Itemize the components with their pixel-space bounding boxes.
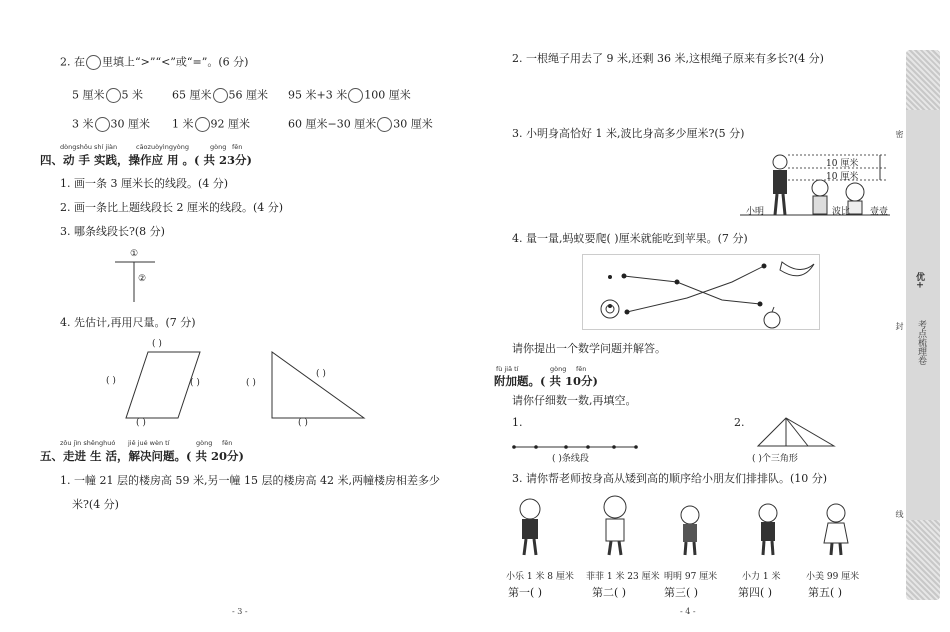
banana-icon: [780, 262, 814, 276]
extra-instr: 请你仔细数一数,再填空。: [512, 394, 637, 407]
compare-circle[interactable]: [106, 88, 121, 103]
name-xiaoming: 小明: [746, 207, 765, 217]
compare-item: 5 厘米 5 米: [72, 88, 143, 102]
kids-figure: [510, 493, 870, 559]
kid-label: 小力 1 米: [742, 572, 781, 582]
rank-slot[interactable]: 第五( ): [808, 586, 843, 599]
height-label-a: 10 厘米: [826, 159, 859, 169]
seal-mark: 封: [895, 322, 904, 330]
r-question-3: 3. 小明身高恰好 1 米,波比身高多少厘米?(5 分): [512, 127, 745, 140]
compare-circle[interactable]: [213, 88, 228, 103]
s5-question-1: 1. 一幢 21 层的楼房高 59 米,另一幢 15 层的楼房高 42 米,两幢楼房相差多少: [60, 474, 440, 487]
kid-label: 小乐 1 米 8 厘米: [506, 572, 574, 582]
xiaoming-body: [773, 170, 787, 194]
kid-icon: [604, 496, 626, 555]
bobi-body: [813, 196, 827, 214]
ant-path-figure: [582, 254, 820, 330]
question-2-title: 2. 在 里填上“>”“<”或“=”。(6 分): [60, 55, 249, 69]
yiyi-body: [848, 201, 862, 214]
s4-question-4: 4. 先估计,再用尺量。(7 分): [60, 316, 196, 329]
compare-circle[interactable]: [377, 117, 392, 132]
section-5-heading: 五、走进 生 活，解决问题。( 共 20分): [40, 449, 244, 463]
s4-question-3: 3. 哪条线段长?(8 分): [60, 225, 165, 238]
compare-item: 65 厘米 56 厘米: [172, 88, 268, 102]
compare-circle[interactable]: [95, 117, 110, 132]
path-line-1: [624, 276, 760, 304]
answer-blank[interactable]: ( ): [298, 418, 308, 428]
s5-question-1-cont: 米?(4 分): [72, 498, 119, 511]
yiyi-head: [846, 183, 864, 201]
compare-item: 1 米 92 厘米: [172, 117, 250, 131]
height-label-b: 10 厘米: [826, 172, 859, 182]
extra-item-1: 1.: [512, 416, 523, 429]
compare-item: 3 米 30 厘米: [72, 117, 150, 131]
xiaoming-head: [773, 155, 787, 169]
answer-blank[interactable]: ( ): [246, 378, 256, 388]
kid-icon: [681, 506, 699, 555]
segment-2-label: ②: [138, 274, 147, 284]
rank-slot[interactable]: 第二( ): [592, 586, 627, 599]
rank-slot[interactable]: 第四( ): [738, 586, 773, 599]
kid-label: 明明 97 厘米: [664, 572, 718, 582]
extra-question-3: 3. 请你帮老师按身高从矮到高的顺序给小朋友们排排队。(10 分): [512, 472, 828, 485]
sidebar-title: 考点梳理卷: [916, 320, 926, 365]
compare-circle[interactable]: [195, 117, 210, 132]
rank-slot[interactable]: 第一( ): [508, 586, 543, 599]
answer-blank[interactable]: ( ): [316, 369, 326, 379]
kid-label: 小美 99 厘米: [806, 572, 860, 582]
segment-1-label: ①: [130, 249, 139, 259]
r-question-2: 2. 一根绳子用去了 9 米,还剩 36 米,这根绳子原来有多长?(4 分): [512, 52, 824, 65]
compare-item: 95 米+3 米 100 厘米: [288, 88, 411, 102]
snail-icon: [601, 300, 619, 318]
triangle-count-blank[interactable]: ( )个三角形: [752, 454, 798, 464]
name-yiyi: 壹壹: [870, 207, 889, 217]
rank-slot[interactable]: 第三( ): [664, 586, 699, 599]
extra-heading: 附加题。( 共 10分): [494, 374, 598, 388]
answer-blank[interactable]: ( ): [106, 376, 116, 386]
measure-shapes: [120, 350, 370, 425]
apple-icon: [764, 312, 780, 328]
kid-icon: [759, 504, 777, 555]
page-number-left: - 3 -: [232, 607, 248, 616]
seal-mark: 密: [895, 130, 904, 138]
r-question-4-ask: 请你提出一个数学问题并解答。: [512, 342, 666, 355]
kid-label: 菲菲 1 米 23 厘米: [586, 572, 660, 582]
section-4-heading: 四、动 手 实践，操作应 用 。( 共 23分): [40, 153, 252, 167]
seal-mark: 线: [895, 510, 904, 518]
kid-icon: [520, 499, 540, 555]
r-question-4: 4. 量一量,蚂蚁要爬( )厘米就能吃到苹果。(7 分): [512, 232, 748, 245]
page-number-right: - 4 -: [680, 607, 696, 616]
compare-circle[interactable]: [86, 55, 101, 70]
right-triangle: [272, 352, 364, 418]
s4-question-2: 2. 画一条比上题线段长 2 厘米的线段。(4 分): [60, 201, 284, 214]
compare-item: 60 厘米−30 厘米 30 厘米: [288, 117, 433, 131]
answer-blank[interactable]: ( ): [136, 418, 146, 428]
answer-blank[interactable]: ( ): [152, 339, 162, 349]
parallelogram: [126, 352, 200, 418]
compare-circle[interactable]: [348, 88, 363, 103]
s4-question-1: 1. 画一条 3 厘米长的线段。(4 分): [60, 177, 229, 190]
segment-count-blank[interactable]: ( )条线段: [552, 454, 589, 464]
sidebar-logo: 优+: [914, 272, 924, 289]
extra-item-2: 2.: [734, 416, 745, 429]
triangle-count-figure: [756, 416, 836, 450]
answer-blank[interactable]: ( ): [190, 378, 200, 388]
name-bobi: 波比: [832, 207, 851, 217]
bobi-head: [812, 180, 828, 196]
kid-icon: [824, 504, 848, 555]
